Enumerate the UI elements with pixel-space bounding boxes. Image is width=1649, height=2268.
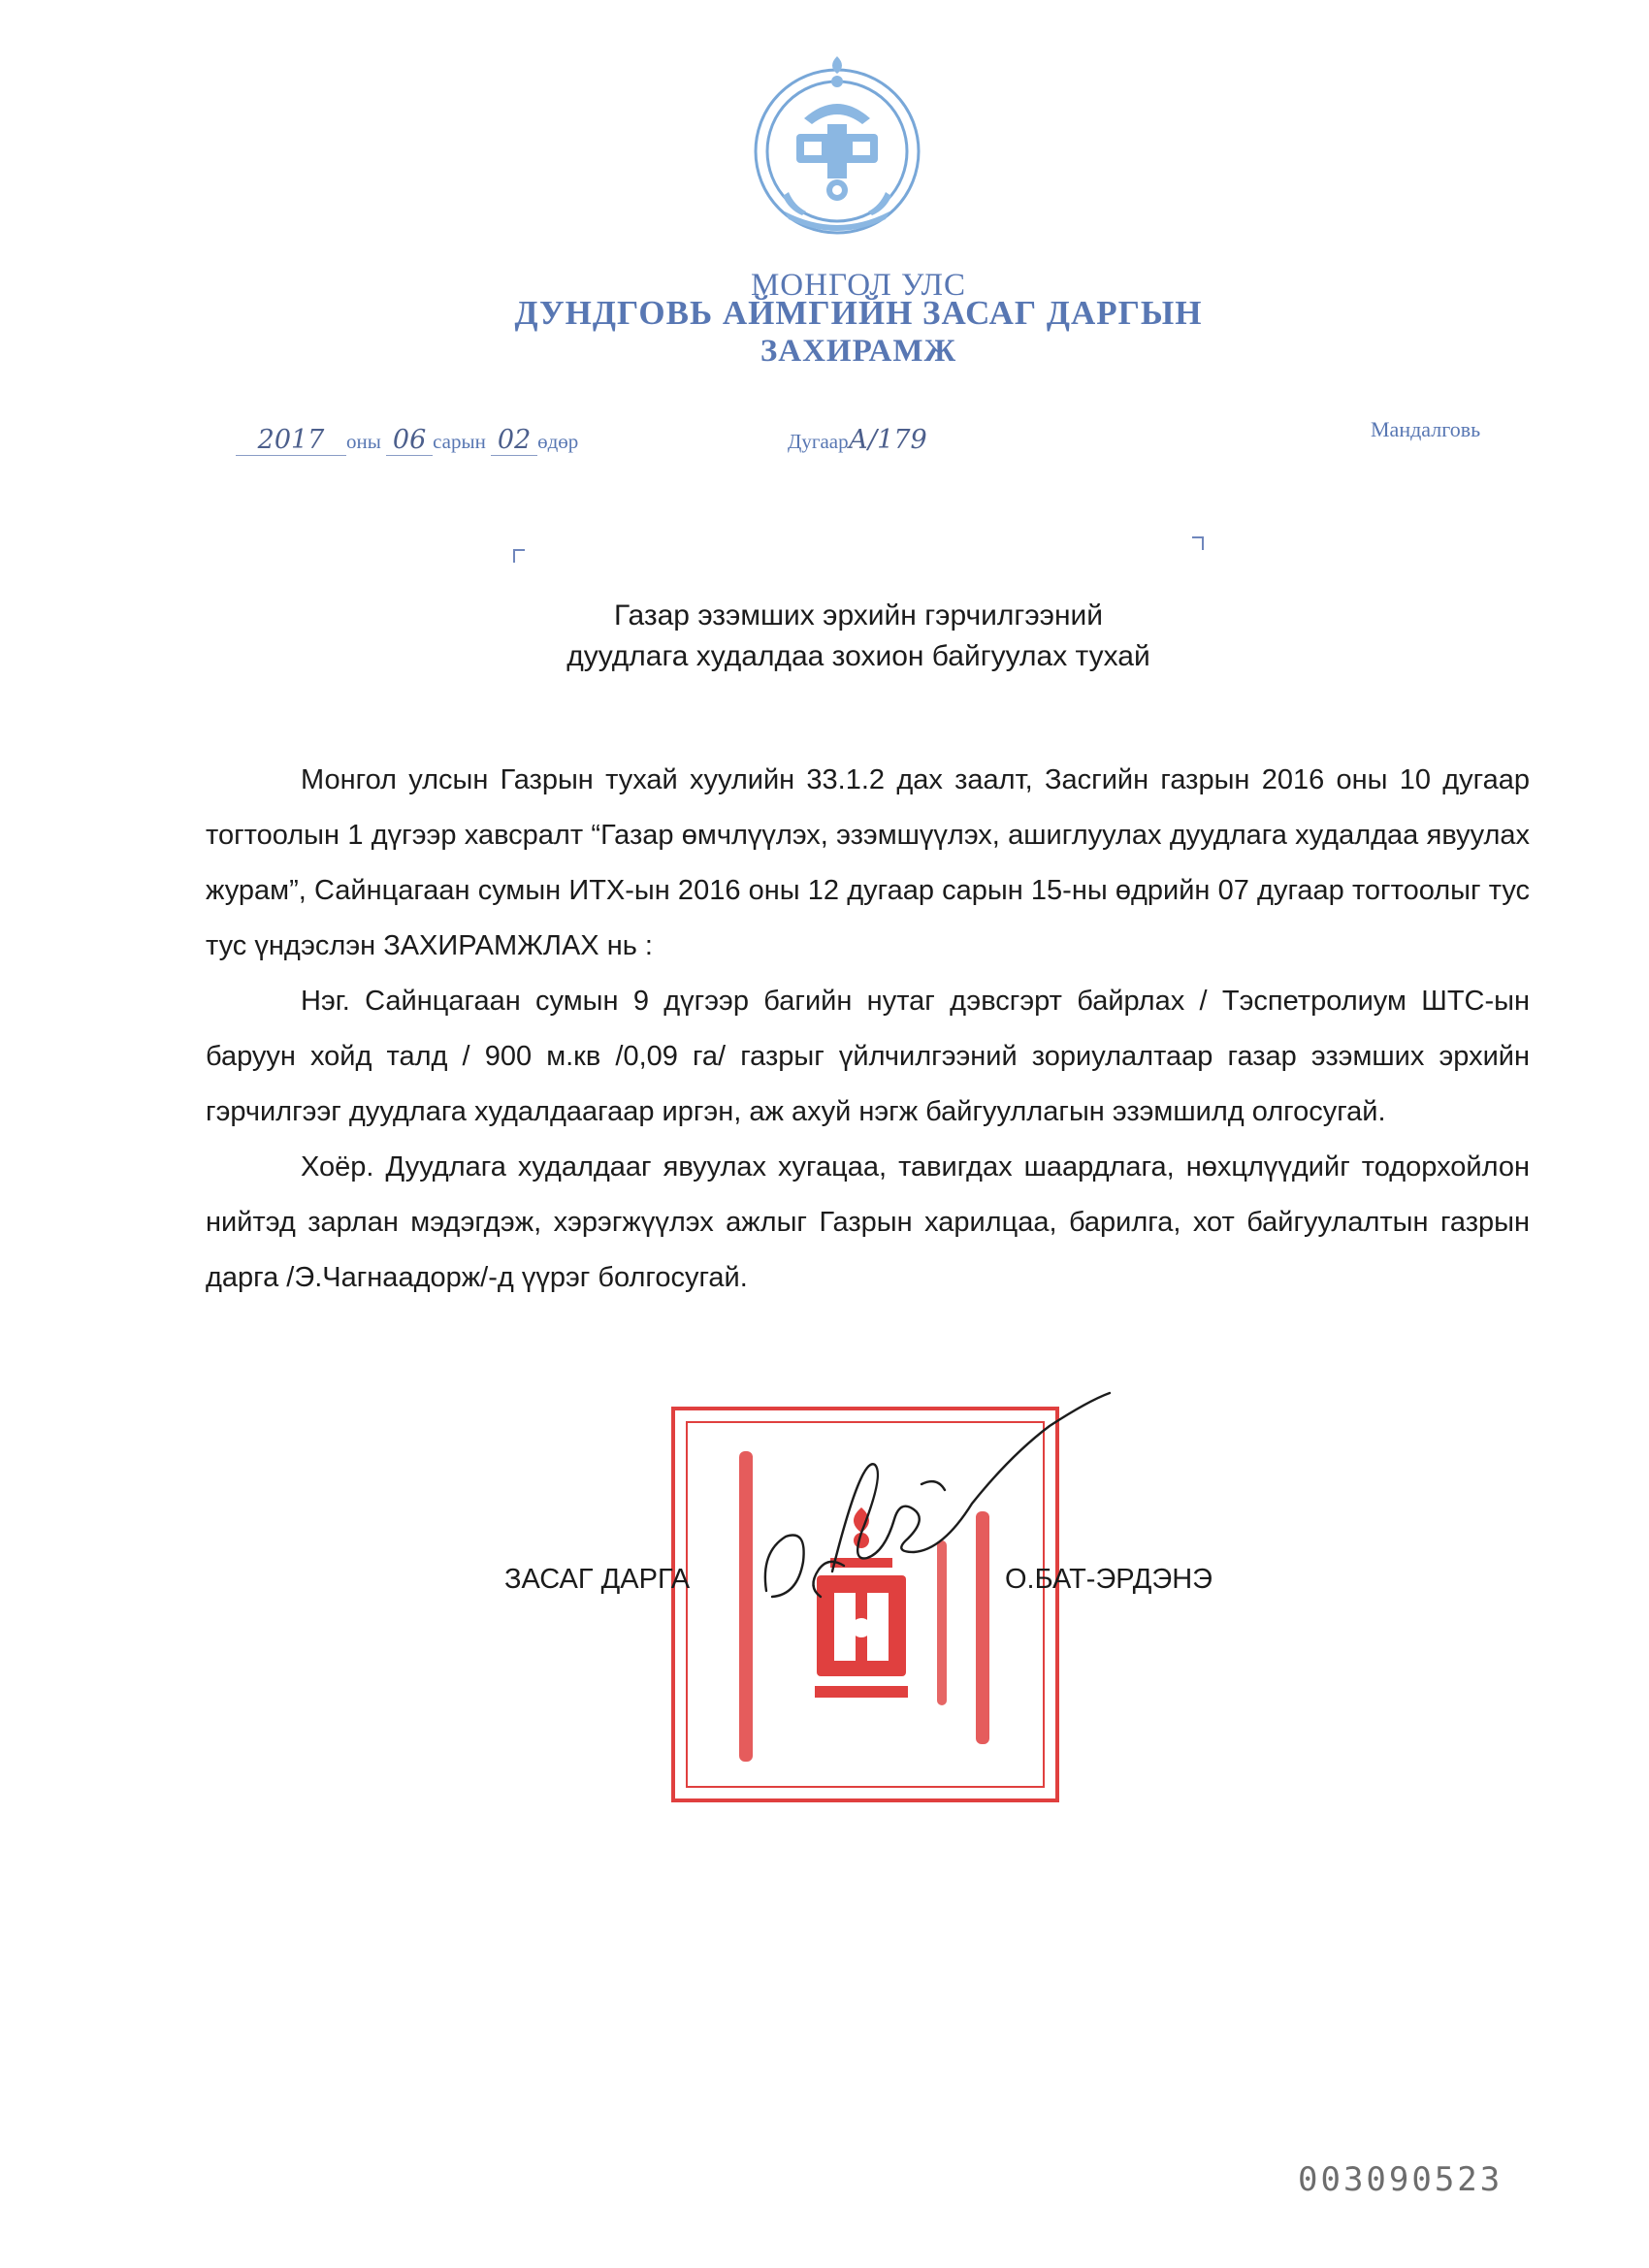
- decree-body: [206, 753, 1530, 1306]
- subject-line-1: Газар эзэмших эрхийн гэрчилгээний: [613, 599, 1104, 632]
- date-day: 02: [491, 425, 537, 456]
- issue-place: Мандалговь: [1371, 417, 1481, 441]
- header-issuer: ДУНДГОВЬ АЙМГИЙН ЗАСАГ ДАРГЫН: [514, 294, 1203, 332]
- date-day-label: өдөр: [537, 430, 579, 453]
- date-year: 2017: [236, 425, 346, 456]
- decree-number-label: Дугаар: [788, 430, 849, 453]
- body-paragraph-3: Хоёр. Дуудлага худалдааг явуулах хугацаа, тавигдах шаардлага, нөхцлүүдийг тодорхойлон нийтэд зарлан мэдэгдэж, хэрэгжүүлэх ажлыг Газрын харилцаа, барилга, хот байгуулалтын газрын дарга /Э.Чагнаадорж/-д үүрэг болгосугай.: [206, 1151, 1530, 1293]
- date-month: 06: [386, 425, 433, 456]
- state-emblem-icon: [750, 47, 924, 250]
- header-country: МОНГОЛ УЛС: [750, 268, 967, 303]
- subject-bracket-right: [1192, 536, 1204, 550]
- body-paragraph-1: Монгол улсын Газрын тухай хуулийн 33.1.2 дах заалт, Засгийн газрын 2016 оны 10 дугаар тогтоолын 1 дүгээр хавсралт “Газар өмчлүүлэх, эзэмшүүлэх, ашиглуулах дуудлага худалдаа явуулах журам”, Сайнцагаан сумын ИТХ-ын 2016 оны 12 дугаар сарын 15-ны өдрийн 07 дугаар тогтоолыг тус тус үндэслэн ЗАХИРАМЖЛАХ нь :: [206, 764, 1530, 961]
- signatory-name: О.БАТ-ЭРДЭНЭ: [1005, 1564, 1212, 1595]
- subject-line-2: дуудлага худалдаа зохион байгуулах тухай: [566, 640, 1150, 672]
- body-paragraph-2: Нэг. Сайнцагаан сумын 9 дүгээр багийн нутаг дэвсгэрт байрлах / Тэспетролиум ШТС-ын баруун хойд талд / 900 м.кв /0,09 га/ газрыг үйлчилгээний зориулалтаар газар эзэмших эрхийн гэрчилгээг дуудлага худалдаагаар иргэн, аж ахуй нэгж байгууллагын эзэмшилд олгосугай.: [206, 986, 1530, 1127]
- header-doc-type: ЗАХИРАМЖ: [760, 334, 957, 369]
- signatory-title: ЗАСАГ ДАРГА: [504, 1564, 691, 1595]
- document-serial-number: 003090523: [1298, 2160, 1504, 2199]
- date-field: [236, 425, 578, 456]
- date-year-label: оны: [346, 430, 381, 453]
- subject-bracket-left: [513, 549, 525, 563]
- date-month-label: сарын: [433, 430, 486, 453]
- handwritten-signature-icon: [737, 1377, 1145, 1659]
- decree-number-field: [788, 425, 927, 455]
- decree-number: А/179: [848, 425, 927, 455]
